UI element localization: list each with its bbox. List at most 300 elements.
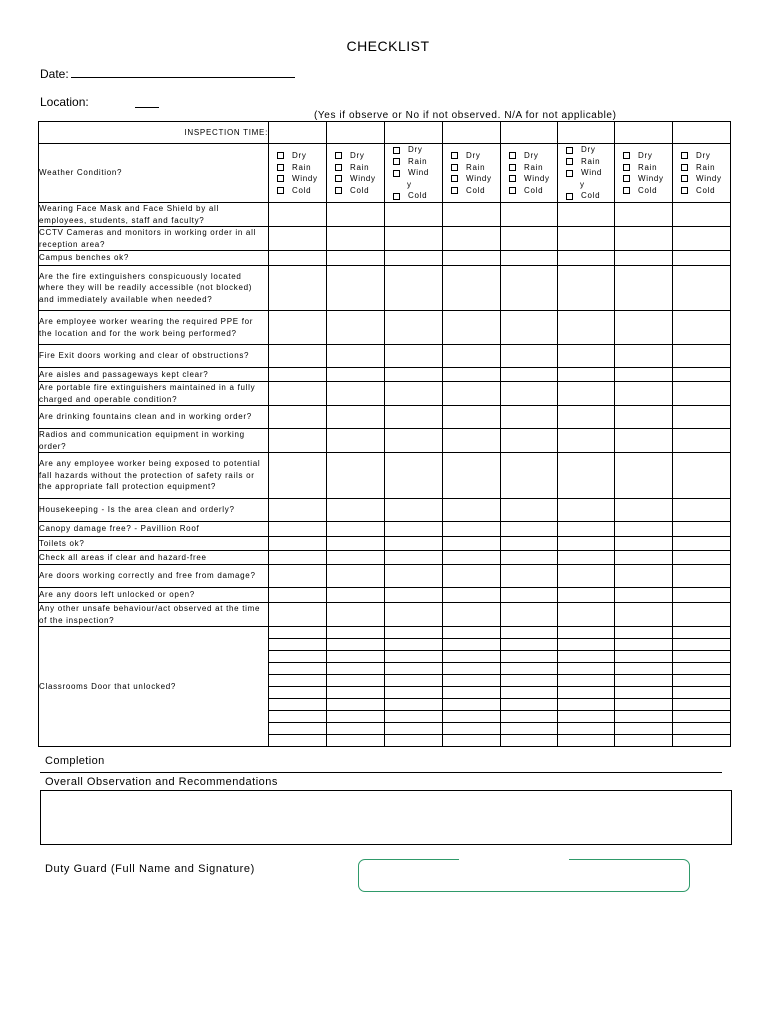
classroom-entry-line[interactable] [501, 663, 557, 675]
weather-option[interactable] [393, 167, 442, 179]
answer-cell[interactable] [673, 551, 731, 565]
checkbox-icon[interactable] [451, 152, 458, 159]
answer-cell[interactable] [269, 499, 327, 522]
classroom-entry-line[interactable] [673, 627, 730, 639]
answer-cell[interactable] [615, 227, 673, 251]
classroom-entry-line[interactable] [269, 735, 326, 746]
inspection-time-cell[interactable] [269, 122, 327, 144]
checkbox-icon[interactable] [277, 152, 284, 159]
answer-cell[interactable] [327, 251, 385, 266]
classroom-entry-line[interactable] [385, 735, 442, 746]
weather-option[interactable] [277, 150, 326, 162]
answer-cell[interactable] [327, 406, 385, 429]
answer-cell[interactable] [443, 251, 501, 266]
answer-cell[interactable] [615, 266, 673, 311]
classroom-entry-line[interactable] [269, 651, 326, 663]
answer-cell[interactable] [269, 382, 327, 406]
classroom-entry-line[interactable] [269, 687, 326, 699]
classroom-entry-line[interactable] [443, 663, 500, 675]
weather-option[interactable] [509, 185, 557, 197]
classroom-entry-line[interactable] [673, 675, 730, 687]
classroom-entry-line[interactable] [327, 687, 384, 699]
answer-cell[interactable] [673, 537, 731, 551]
observation-textbox[interactable] [40, 790, 732, 845]
checkbox-icon[interactable] [335, 152, 342, 159]
checkbox-icon[interactable] [335, 175, 342, 182]
answer-cell[interactable] [269, 345, 327, 368]
answer-cell[interactable] [443, 203, 501, 227]
classroom-entry-line[interactable] [615, 723, 672, 735]
classroom-entry-line[interactable] [558, 675, 614, 687]
answer-cell[interactable] [327, 311, 385, 345]
classroom-entry-line[interactable] [385, 687, 442, 699]
answer-cell[interactable] [385, 368, 443, 382]
answer-cell[interactable] [558, 588, 615, 603]
weather-option[interactable] [277, 162, 326, 174]
checkbox-icon[interactable] [509, 175, 516, 182]
classroom-entry-line[interactable] [501, 735, 557, 746]
checkbox-icon[interactable] [335, 187, 342, 194]
answer-cell[interactable] [385, 537, 443, 551]
classroom-entry-line[interactable] [615, 675, 672, 687]
weather-option[interactable] [566, 179, 614, 191]
answer-cell[interactable] [673, 266, 731, 311]
checkbox-icon[interactable] [335, 164, 342, 171]
answer-cell[interactable] [673, 429, 731, 453]
classroom-entry-line[interactable] [558, 735, 614, 746]
answer-cell[interactable] [558, 227, 615, 251]
classroom-entry-line[interactable] [673, 651, 730, 663]
answer-cell[interactable] [673, 311, 731, 345]
answer-cell[interactable] [327, 368, 385, 382]
classroom-entry-line[interactable] [673, 723, 730, 735]
classroom-entry-line[interactable] [673, 687, 730, 699]
checkbox-icon[interactable] [277, 187, 284, 194]
answer-cell[interactable] [615, 406, 673, 429]
classroom-entry-line[interactable] [501, 723, 557, 735]
answer-cell[interactable] [558, 345, 615, 368]
inspection-time-cell[interactable] [558, 122, 615, 144]
checkbox-icon[interactable] [623, 152, 630, 159]
weather-option[interactable] [335, 150, 384, 162]
classroom-entry-line[interactable] [327, 699, 384, 711]
answer-cell[interactable] [443, 453, 501, 499]
answer-cell[interactable] [615, 429, 673, 453]
answer-cell[interactable] [385, 266, 443, 311]
date-input-line[interactable] [71, 67, 295, 78]
checkbox-icon[interactable] [566, 158, 573, 165]
classroom-entry-line[interactable] [269, 711, 326, 723]
classroom-entry-line[interactable] [443, 627, 500, 639]
answer-cell[interactable] [501, 453, 558, 499]
answer-cell[interactable] [501, 429, 558, 453]
answer-cell[interactable] [558, 522, 615, 537]
answer-cell[interactable] [501, 382, 558, 406]
classroom-entry-line[interactable] [615, 651, 672, 663]
classroom-entry-line[interactable] [269, 627, 326, 639]
answer-cell[interactable] [269, 588, 327, 603]
checkbox-icon[interactable] [681, 152, 688, 159]
weather-option[interactable] [335, 162, 384, 174]
answer-cell[interactable] [327, 429, 385, 453]
answer-cell[interactable] [615, 551, 673, 565]
answer-cell[interactable] [327, 382, 385, 406]
answer-cell[interactable] [673, 227, 731, 251]
weather-option[interactable] [623, 173, 672, 185]
answer-cell[interactable] [385, 499, 443, 522]
inspection-time-cell[interactable] [501, 122, 558, 144]
inspection-time-cell[interactable] [327, 122, 385, 144]
answer-cell[interactable] [615, 453, 673, 499]
inspection-time-cell[interactable] [443, 122, 501, 144]
classroom-entry-line[interactable] [269, 723, 326, 735]
answer-cell[interactable] [501, 551, 558, 565]
answer-cell[interactable] [673, 203, 731, 227]
answer-cell[interactable] [558, 499, 615, 522]
answer-cell[interactable] [443, 345, 501, 368]
answer-cell[interactable] [673, 565, 731, 588]
checkbox-icon[interactable] [451, 164, 458, 171]
weather-option[interactable] [335, 173, 384, 185]
answer-cell[interactable] [558, 565, 615, 588]
classroom-entry-line[interactable] [673, 711, 730, 723]
classroom-entry-line[interactable] [501, 627, 557, 639]
answer-cell[interactable] [615, 565, 673, 588]
checkbox-icon[interactable] [277, 175, 284, 182]
classroom-entry-line[interactable] [615, 699, 672, 711]
classroom-entry-line[interactable] [558, 651, 614, 663]
checkbox-icon[interactable] [277, 164, 284, 171]
answer-cell[interactable] [558, 429, 615, 453]
answer-cell[interactable] [501, 406, 558, 429]
answer-cell[interactable] [443, 522, 501, 537]
classroom-entry-line[interactable] [615, 735, 672, 746]
classroom-entry-line[interactable] [327, 639, 384, 651]
answer-cell[interactable] [269, 537, 327, 551]
weather-option[interactable] [681, 173, 730, 185]
checkbox-icon[interactable] [509, 152, 516, 159]
answer-cell[interactable] [269, 551, 327, 565]
classroom-entry-line[interactable] [269, 675, 326, 687]
answer-cell[interactable] [327, 588, 385, 603]
answer-cell[interactable] [558, 406, 615, 429]
weather-option[interactable] [451, 185, 500, 197]
answer-cell[interactable] [501, 227, 558, 251]
weather-option[interactable] [451, 162, 500, 174]
answer-cell[interactable] [327, 227, 385, 251]
answer-cell[interactable] [501, 522, 558, 537]
classroom-entry-line[interactable] [558, 687, 614, 699]
classroom-entry-line[interactable] [385, 723, 442, 735]
checkbox-icon[interactable] [681, 164, 688, 171]
classroom-entry-line[interactable] [501, 711, 557, 723]
classroom-entry-line[interactable] [327, 627, 384, 639]
checkbox-icon[interactable] [681, 187, 688, 194]
answer-cell[interactable] [385, 345, 443, 368]
classroom-entry-line[interactable] [558, 663, 614, 675]
classroom-entry-line[interactable] [443, 735, 500, 746]
answer-cell[interactable] [501, 368, 558, 382]
weather-option[interactable] [681, 150, 730, 162]
answer-cell[interactable] [443, 565, 501, 588]
answer-cell[interactable] [615, 251, 673, 266]
answer-cell[interactable] [327, 499, 385, 522]
classroom-entry-line[interactable] [327, 723, 384, 735]
classroom-entry-line[interactable] [385, 627, 442, 639]
answer-cell[interactable] [385, 522, 443, 537]
classroom-entry-line[interactable] [558, 711, 614, 723]
checkbox-icon[interactable] [623, 187, 630, 194]
answer-cell[interactable] [327, 551, 385, 565]
answer-cell[interactable] [385, 382, 443, 406]
answer-cell[interactable] [443, 406, 501, 429]
checkbox-icon[interactable] [393, 193, 400, 200]
answer-cell[interactable] [327, 266, 385, 311]
classroom-entry-line[interactable] [443, 711, 500, 723]
weather-option[interactable] [566, 190, 614, 202]
answer-cell[interactable] [615, 311, 673, 345]
answer-cell[interactable] [327, 603, 385, 627]
classroom-entry-line[interactable] [443, 699, 500, 711]
classroom-entry-line[interactable] [501, 639, 557, 651]
classroom-entry-line[interactable] [385, 711, 442, 723]
weather-option[interactable] [566, 167, 614, 179]
answer-cell[interactable] [269, 251, 327, 266]
checkbox-icon[interactable] [451, 187, 458, 194]
inspection-time-cell[interactable] [615, 122, 673, 144]
inspection-time-cell[interactable] [673, 122, 731, 144]
classroom-entry-line[interactable] [269, 663, 326, 675]
answer-cell[interactable] [443, 537, 501, 551]
answer-cell[interactable] [673, 382, 731, 406]
weather-option[interactable] [393, 190, 442, 202]
weather-option[interactable] [393, 144, 442, 156]
answer-cell[interactable] [385, 227, 443, 251]
classroom-entry-line[interactable] [615, 687, 672, 699]
answer-cell[interactable] [673, 588, 731, 603]
answer-cell[interactable] [673, 251, 731, 266]
classroom-entry-line[interactable] [385, 663, 442, 675]
checkbox-icon[interactable] [681, 175, 688, 182]
answer-cell[interactable] [269, 406, 327, 429]
checkbox-icon[interactable] [451, 175, 458, 182]
weather-option[interactable] [623, 185, 672, 197]
answer-cell[interactable] [385, 203, 443, 227]
checkbox-icon[interactable] [393, 158, 400, 165]
answer-cell[interactable] [327, 203, 385, 227]
weather-option[interactable] [335, 185, 384, 197]
answer-cell[interactable] [443, 382, 501, 406]
weather-option[interactable] [566, 144, 614, 156]
answer-cell[interactable] [558, 251, 615, 266]
classroom-entry-line[interactable] [615, 639, 672, 651]
answer-cell[interactable] [443, 227, 501, 251]
answer-cell[interactable] [501, 345, 558, 368]
answer-cell[interactable] [558, 537, 615, 551]
answer-cell[interactable] [269, 368, 327, 382]
answer-cell[interactable] [385, 565, 443, 588]
classroom-entry-line[interactable] [558, 699, 614, 711]
classroom-entry-line[interactable] [673, 735, 730, 746]
inspection-time-cell[interactable] [385, 122, 443, 144]
weather-option[interactable] [277, 173, 326, 185]
answer-cell[interactable] [443, 603, 501, 627]
answer-cell[interactable] [615, 588, 673, 603]
weather-option[interactable] [681, 185, 730, 197]
weather-option[interactable] [623, 162, 672, 174]
checkbox-icon[interactable] [566, 147, 573, 154]
checkbox-icon[interactable] [393, 147, 400, 154]
answer-cell[interactable] [443, 266, 501, 311]
answer-cell[interactable] [327, 565, 385, 588]
answer-cell[interactable] [501, 565, 558, 588]
classroom-entry-line[interactable] [443, 675, 500, 687]
answer-cell[interactable] [615, 382, 673, 406]
answer-cell[interactable] [673, 453, 731, 499]
answer-cell[interactable] [558, 603, 615, 627]
classroom-entry-line[interactable] [615, 711, 672, 723]
checkbox-icon[interactable] [566, 170, 573, 177]
answer-cell[interactable] [327, 453, 385, 499]
classroom-entry-line[interactable] [327, 651, 384, 663]
classroom-entry-line[interactable] [327, 735, 384, 746]
classroom-entry-line[interactable] [443, 723, 500, 735]
answer-cell[interactable] [327, 345, 385, 368]
answer-cell[interactable] [443, 551, 501, 565]
answer-cell[interactable] [558, 551, 615, 565]
answer-cell[interactable] [269, 203, 327, 227]
classroom-entry-line[interactable] [501, 687, 557, 699]
classroom-entry-line[interactable] [673, 639, 730, 651]
classroom-entry-line[interactable] [385, 639, 442, 651]
weather-option[interactable] [277, 185, 326, 197]
answer-cell[interactable] [385, 311, 443, 345]
answer-cell[interactable] [558, 453, 615, 499]
answer-cell[interactable] [501, 203, 558, 227]
answer-cell[interactable] [443, 429, 501, 453]
weather-option[interactable] [393, 179, 442, 191]
weather-option[interactable] [393, 156, 442, 168]
answer-cell[interactable] [269, 227, 327, 251]
answer-cell[interactable] [269, 266, 327, 311]
answer-cell[interactable] [501, 603, 558, 627]
answer-cell[interactable] [269, 453, 327, 499]
weather-option[interactable] [451, 173, 500, 185]
answer-cell[interactable] [501, 266, 558, 311]
classroom-entry-line[interactable] [615, 627, 672, 639]
answer-cell[interactable] [615, 368, 673, 382]
checkbox-icon[interactable] [623, 164, 630, 171]
checkbox-icon[interactable] [393, 170, 400, 177]
answer-cell[interactable] [558, 368, 615, 382]
answer-cell[interactable] [558, 266, 615, 311]
answer-cell[interactable] [673, 368, 731, 382]
answer-cell[interactable] [501, 499, 558, 522]
classroom-entry-line[interactable] [673, 663, 730, 675]
weather-option[interactable] [509, 173, 557, 185]
answer-cell[interactable] [673, 499, 731, 522]
answer-cell[interactable] [615, 499, 673, 522]
weather-option[interactable] [509, 150, 557, 162]
answer-cell[interactable] [673, 406, 731, 429]
answer-cell[interactable] [615, 537, 673, 551]
classroom-entry-line[interactable] [385, 699, 442, 711]
answer-cell[interactable] [443, 368, 501, 382]
classroom-entry-line[interactable] [269, 639, 326, 651]
classroom-entry-line[interactable] [327, 675, 384, 687]
answer-cell[interactable] [385, 251, 443, 266]
classroom-entry-line[interactable] [327, 663, 384, 675]
answer-cell[interactable] [558, 311, 615, 345]
classroom-entry-line[interactable] [501, 675, 557, 687]
answer-cell[interactable] [615, 522, 673, 537]
answer-cell[interactable] [558, 382, 615, 406]
classroom-entry-line[interactable] [673, 699, 730, 711]
answer-cell[interactable] [501, 537, 558, 551]
weather-option[interactable] [623, 150, 672, 162]
answer-cell[interactable] [385, 588, 443, 603]
answer-cell[interactable] [443, 588, 501, 603]
answer-cell[interactable] [615, 345, 673, 368]
weather-option[interactable] [566, 156, 614, 168]
classroom-entry-line[interactable] [501, 699, 557, 711]
answer-cell[interactable] [385, 453, 443, 499]
answer-cell[interactable] [443, 311, 501, 345]
answer-cell[interactable] [501, 251, 558, 266]
signature-field[interactable] [358, 859, 690, 892]
answer-cell[interactable] [269, 522, 327, 537]
answer-cell[interactable] [385, 603, 443, 627]
classroom-entry-line[interactable] [269, 699, 326, 711]
checkbox-icon[interactable] [509, 187, 516, 194]
checkbox-icon[interactable] [509, 164, 516, 171]
classroom-entry-line[interactable] [385, 651, 442, 663]
weather-option[interactable] [509, 162, 557, 174]
answer-cell[interactable] [269, 603, 327, 627]
classroom-entry-line[interactable] [443, 687, 500, 699]
weather-option[interactable] [681, 162, 730, 174]
answer-cell[interactable] [501, 588, 558, 603]
answer-cell[interactable] [385, 551, 443, 565]
checkbox-icon[interactable] [566, 193, 573, 200]
answer-cell[interactable] [443, 499, 501, 522]
classroom-entry-line[interactable] [385, 675, 442, 687]
answer-cell[interactable] [385, 406, 443, 429]
classroom-entry-line[interactable] [443, 639, 500, 651]
answer-cell[interactable] [269, 429, 327, 453]
checkbox-icon[interactable] [623, 175, 630, 182]
answer-cell[interactable] [385, 429, 443, 453]
classroom-entry-line[interactable] [615, 663, 672, 675]
answer-cell[interactable] [327, 537, 385, 551]
answer-cell[interactable] [673, 603, 731, 627]
answer-cell[interactable] [269, 311, 327, 345]
classroom-entry-line[interactable] [501, 651, 557, 663]
classroom-entry-line[interactable] [558, 627, 614, 639]
classroom-entry-line[interactable] [558, 723, 614, 735]
classroom-entry-line[interactable] [327, 711, 384, 723]
weather-option[interactable] [451, 150, 500, 162]
answer-cell[interactable] [327, 522, 385, 537]
answer-cell[interactable] [615, 203, 673, 227]
answer-cell[interactable] [558, 203, 615, 227]
answer-cell[interactable] [673, 345, 731, 368]
answer-cell[interactable] [673, 522, 731, 537]
answer-cell[interactable] [615, 603, 673, 627]
classroom-entry-line[interactable] [558, 639, 614, 651]
answer-cell[interactable] [269, 565, 327, 588]
classroom-entry-line[interactable] [443, 651, 500, 663]
